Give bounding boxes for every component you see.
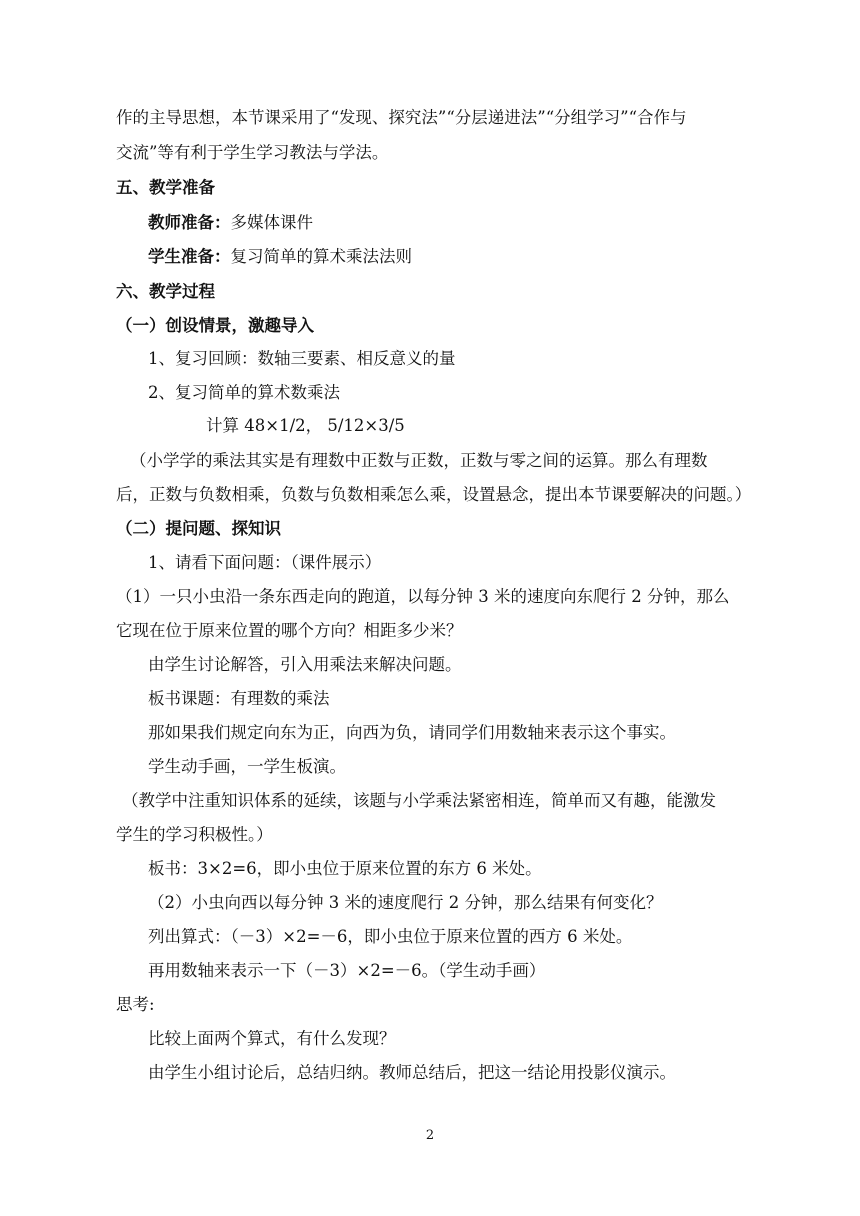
paragraph-line: 再用数轴来表示一下（－3）×2=－6。（学生动手画） xyxy=(148,961,546,980)
student-prep-line xyxy=(148,246,412,268)
paragraph-line: 由学生讨论解答，引入用乘法来解决问题。 xyxy=(148,655,462,674)
paragraph-line: 由学生小组讨论后，总结归纳。教师总结后，把这一结论用投影仪演示。 xyxy=(148,1063,676,1082)
list-item: 2、复习简单的算术数乘法 xyxy=(148,383,340,402)
paragraph-line: （2）小虫向西以每分钟 3 米的速度爬行 2 分钟，那么结果有何变化？ xyxy=(148,893,663,912)
teacher-prep-value: 多媒体课件 xyxy=(230,213,313,232)
paragraph-line: 学生的学习积极性。） xyxy=(116,825,273,844)
teacher-prep-line xyxy=(148,212,313,234)
paragraph-line: （小学学的乘法其实是有理数中正数与正数，正数与零之间的运算。那么有理数 xyxy=(130,451,708,470)
paragraph-line: 比较上面两个算式，有什么发现？ xyxy=(148,1029,396,1048)
paragraph-line: 交流”等有利于学生学习教法与学法。 xyxy=(116,143,389,162)
student-prep-value: 复习简单的算术乘法法则 xyxy=(230,247,412,266)
subsection-heading: （二）提问题、探知识 xyxy=(116,519,281,538)
paragraph-line: 后，正数与负数相乘，负数与负数相乘怎么乘，设置悬念，提出本节课要解决的问题。） xyxy=(116,485,752,504)
paragraph-line: 那如果我们规定向东为正，向西为负，请同学们用数轴来表示这个事实。 xyxy=(148,723,676,742)
teacher-prep-label: 教师准备： xyxy=(148,213,231,232)
formula-line: 计算 48×1/2， 5/12×3/5 xyxy=(206,416,405,435)
paragraph-line: 板书课题：有理数的乘法 xyxy=(148,689,330,708)
paragraph-line: 作的主导思想，本节课采用了“发现、探究法”“分层递进法”“分组学习”“合作与 xyxy=(116,108,687,127)
list-item: 1、复习回顾：数轴三要素、相反意义的量 xyxy=(148,349,456,368)
section-heading: 六、教学过程 xyxy=(116,282,215,301)
paragraph-line: （教学中注重知识体系的延续，该题与小学乘法紧密相连，简单而又有趣，能激发 xyxy=(122,791,716,810)
subsection-heading: （一）创设情景，激趣导入 xyxy=(116,316,314,335)
page-number: 2 xyxy=(425,1128,435,1143)
paragraph-line: 学生动手画，一学生板演。 xyxy=(148,757,346,776)
paragraph-line: 板书：3×2=6，即小虫位于原来位置的东方 6 米处。 xyxy=(148,859,542,878)
list-item: 1、请看下面问题：（课件展示） xyxy=(148,553,382,572)
paragraph-line: 思考: xyxy=(116,995,155,1014)
paragraph-line: 它现在位于原来位置的哪个方向？相距多少米？ xyxy=(116,621,463,640)
paragraph-line: 列出算式：（－3）×2=－6，即小虫位于原来位置的西方 6 米处。 xyxy=(148,927,633,946)
section-heading: 五、教学准备 xyxy=(116,178,215,197)
student-prep-label: 学生准备： xyxy=(148,247,231,266)
paragraph-line: （1）一只小虫沿一条东西走向的跑道，以每分钟 3 米的速度向东爬行 2 分钟，那么 xyxy=(116,587,730,606)
